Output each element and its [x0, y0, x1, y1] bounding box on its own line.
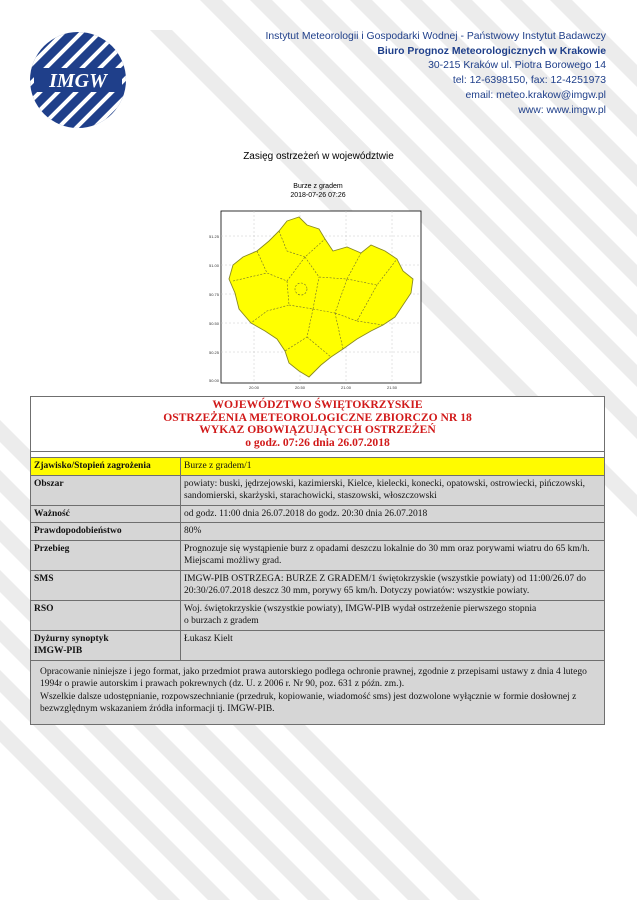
office-name: Biuro Prognoz Meteorologicznych w Krakowie: [377, 45, 606, 57]
x-tick-label: 20.00: [248, 385, 260, 390]
y-tick-label: 50.75: [208, 292, 219, 297]
title-region: WOJEWÓDZTWO ŚWIĘTOKRZYSKIE: [212, 398, 423, 411]
probability-label: Prawdopodobieństwo: [31, 523, 181, 541]
title-time: o godz. 07:26 dnia 26.07.2018: [245, 435, 390, 449]
x-tick-label: 21.00: [340, 385, 352, 390]
copyright-p2: Wszelkie dalsze udostępnianie, rozpowszechnianie (przedruk, kopiowanie, wiadomość sms) jest dozwolone wyłącznie w formie dosłownej z bezwzględnym wskazaniem źródła informacji tj. IMGW-PIB.: [40, 691, 577, 714]
y-tick-label: 51.00: [208, 263, 219, 268]
area-label: Obszar: [31, 475, 181, 505]
y-tick-label: 50.50: [208, 321, 219, 326]
office-address: 30-215 Kraków ul. Piotra Borowego 14: [428, 60, 606, 72]
row-copyright: [31, 660, 605, 724]
course-label: Przebieg: [31, 540, 181, 570]
y-tick-label: 50.00: [208, 378, 219, 383]
row-validity: [31, 505, 605, 523]
title-bulletin: OSTRZEŻENIA METEOROLOGICZNE ZBIORCZO NR 18: [163, 410, 472, 424]
copyright-p1: Opracowanie niniejsze i jego format, jako przedmiot prawa autorskiego podlega ochronie prawnej, zgodnie z przepisami ustawy z dnia 4 lutego 1994r o prawie autorskim i prawach pokrewnych (dz. U. z 2006 r. Nr 90, poz. 631 z późn. zm.).: [40, 666, 587, 689]
forecaster-label-line2: IMGW-PIB: [34, 646, 83, 656]
forecaster-label: [31, 630, 181, 660]
row-forecaster: [31, 630, 605, 660]
validity-value: od godz. 11:00 dnia 26.07.2018 do godz. 20:30 dnia 26.07.2018: [181, 505, 605, 523]
x-tick-label: 20.50: [294, 385, 306, 390]
validity-label: Ważność: [31, 505, 181, 523]
probability-value: 80%: [181, 523, 605, 541]
map-datetime: 2018-07-26 07:26: [290, 192, 346, 199]
forecaster-value: Łukasz Kielt: [181, 630, 605, 660]
institute-header: [265, 30, 606, 118]
row-rso: [31, 600, 605, 630]
warning-map: [207, 181, 429, 393]
row-course: [31, 540, 605, 570]
rso-value-line1: Woj. świętokrzyskie (wszystkie powiaty), IMGW-PIB wydał ostrzeżenie pierwszego stopnia: [184, 603, 537, 614]
office-www[interactable]: www: www.imgw.pl: [518, 104, 606, 116]
map-caption: Zasięg ostrzeżeń w województwie: [243, 151, 394, 162]
rso-label: RSO: [31, 600, 181, 630]
title-list: WYKAZ OBOWIĄZUJĄCYCH OSTRZEŻEŃ: [199, 423, 436, 436]
course-value: Prognozuje się wystąpienie burz z opadami deszczu lokalnie do 30 mm oraz porywami wiatru do 65 km/h. Miejscami możliwy grad.: [181, 540, 605, 570]
logo-text: IMGW: [49, 70, 107, 92]
row-area: [31, 475, 605, 505]
warning-title: [31, 397, 605, 452]
imgw-logo: [28, 30, 128, 130]
row-phenomenon: [31, 458, 605, 476]
phenomenon-label: Zjawisko/Stopień zagrożenia: [31, 458, 181, 476]
y-tick-label: 50.25: [208, 350, 219, 355]
rso-value: [181, 600, 605, 630]
warning-table: [30, 396, 605, 725]
copyright-notice: [31, 660, 605, 724]
phenomenon-value: Burze z gradem/1: [181, 458, 605, 476]
sms-label: SMS: [31, 570, 181, 600]
row-probability: [31, 523, 605, 541]
x-tick-label: 21.50: [386, 385, 398, 390]
office-phone: tel: 12-6398150, fax: 12-4251973: [452, 75, 606, 87]
map-title: Burze z gradem: [293, 183, 343, 190]
rso-value-line2: o burzach z gradem: [184, 616, 259, 626]
area-value: powiaty: buski, jędrzejowski, kazimierski, Kielce, kielecki, konecki, opatowski, ostrowiecki, pińczowski, sandomierski, skarżyski, starachowicki, staszowski, włoszczowski: [181, 475, 605, 505]
sms-value: IMGW-PIB OSTRZEGA: BURZE Z GRADEM/1 świętokrzyskie (wszystkie powiaty) od 11:00/26.07 do 20:30/26.07.2018 deszcz 30 mm, porywy 65 km/h. Dotyczy powiatów: wszystkie powiaty.: [181, 570, 605, 600]
forecaster-label-line1: Dyżurny synoptyk: [34, 633, 109, 644]
institute-name: Instytut Meteorologii i Gospodarki Wodnej - Państwowy Instytut Badawczy: [265, 31, 606, 42]
office-email[interactable]: email: meteo.krakow@imgw.pl: [465, 89, 606, 101]
y-tick-label: 51.25: [208, 234, 219, 239]
row-sms: [31, 570, 605, 600]
